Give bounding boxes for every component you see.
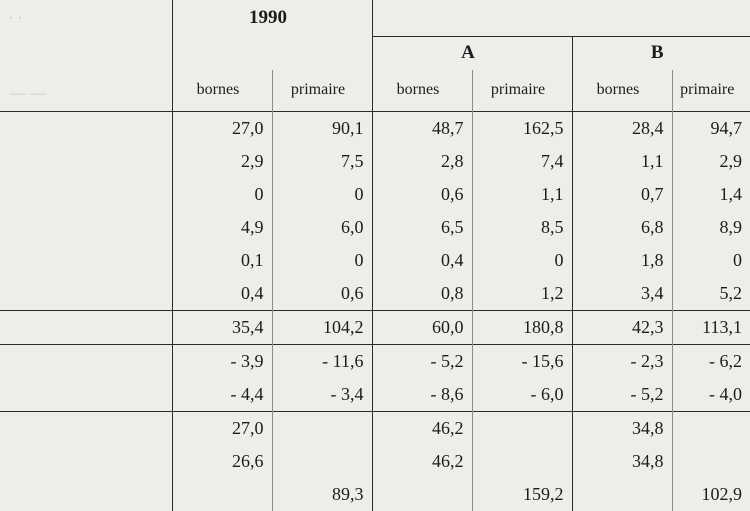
cell: 0 [172, 178, 272, 211]
cell: 2,8 [372, 145, 472, 178]
cell: - 2,3 [572, 345, 672, 379]
bleed-text: — — [10, 85, 46, 102]
cell: - 4,0 [672, 378, 750, 412]
subheader-bornes: bornes [372, 70, 472, 112]
table-row [0, 211, 750, 244]
cell: 34,8 [572, 445, 672, 478]
cell: 1,4 [672, 178, 750, 211]
table-row [0, 178, 750, 211]
cell: 0,4 [172, 277, 272, 311]
cell: 0 [272, 178, 372, 211]
cell: 46,2 [372, 445, 472, 478]
subheader-primaire: primaire [272, 70, 372, 112]
cell: 0,6 [372, 178, 472, 211]
cell: 0 [472, 244, 572, 277]
cell: 104,2 [272, 311, 372, 345]
scenario-b-header: B [572, 36, 750, 70]
year-header: 1990 [172, 0, 372, 36]
cell: 2,9 [672, 145, 750, 178]
cell: 90,1 [272, 112, 372, 146]
header-row-2 [0, 36, 750, 70]
cell: 1,8 [572, 244, 672, 277]
cell: 7,5 [272, 145, 372, 178]
cell: 8,5 [472, 211, 572, 244]
cell: 180,8 [472, 311, 572, 345]
cell: 1,1 [572, 145, 672, 178]
cell: 2,9 [172, 145, 272, 178]
table-row [0, 112, 750, 146]
cell: 34,8 [572, 412, 672, 446]
table-row [0, 412, 750, 446]
cell: - 5,2 [572, 378, 672, 412]
cell: 6,5 [372, 211, 472, 244]
cell [372, 478, 472, 511]
table-row [0, 244, 750, 277]
cell: - 6,2 [672, 345, 750, 379]
cell [272, 412, 372, 446]
cell [172, 478, 272, 511]
cell: 8,9 [672, 211, 750, 244]
cell: - 5,2 [372, 345, 472, 379]
cell: - 3,9 [172, 345, 272, 379]
cell: - 11,6 [272, 345, 372, 379]
table-row [0, 345, 750, 379]
cell: 3,4 [572, 277, 672, 311]
cell: 5,2 [672, 277, 750, 311]
cell: 6,0 [272, 211, 372, 244]
cell: 94,7 [672, 112, 750, 146]
cell: 27,0 [172, 112, 272, 146]
cell: 60,0 [372, 311, 472, 345]
cell: 0,1 [172, 244, 272, 277]
subheader-bornes: bornes [172, 70, 272, 112]
cell: 159,2 [472, 478, 572, 511]
cell: 35,4 [172, 311, 272, 345]
cell: - 15,6 [472, 345, 572, 379]
cell: 0,4 [372, 244, 472, 277]
cell: 46,2 [372, 412, 472, 446]
header-row-3 [0, 70, 750, 112]
cell: 102,9 [672, 478, 750, 511]
cell: 1,1 [472, 178, 572, 211]
cell: 4,9 [172, 211, 272, 244]
cell [672, 412, 750, 446]
cell: 6,8 [572, 211, 672, 244]
cell: - 6,0 [472, 378, 572, 412]
cell: 28,4 [572, 112, 672, 146]
cell: - 8,6 [372, 378, 472, 412]
cell: 89,3 [272, 478, 372, 511]
cell: 42,3 [572, 311, 672, 345]
cell: - 3,4 [272, 378, 372, 412]
cell: 162,5 [472, 112, 572, 146]
cell [472, 412, 572, 446]
cell: 0,6 [272, 277, 372, 311]
cell: 48,7 [372, 112, 472, 146]
table-row [0, 445, 750, 478]
table-row [0, 145, 750, 178]
cell [272, 445, 372, 478]
total-row [0, 311, 750, 345]
cell: 7,4 [472, 145, 572, 178]
cell: 1,2 [472, 277, 572, 311]
subheader-bornes: bornes [572, 70, 672, 112]
cell [472, 445, 572, 478]
table-row [0, 277, 750, 311]
cell: 27,0 [172, 412, 272, 446]
cell: 113,1 [672, 311, 750, 345]
cell [672, 445, 750, 478]
cell: 0 [672, 244, 750, 277]
cell: 0,7 [572, 178, 672, 211]
cell [572, 478, 672, 511]
subheader-primaire: primaire [672, 70, 750, 112]
header-row-1 [0, 0, 750, 36]
bleed-text: · · [8, 10, 23, 27]
scenario-a-header: A [372, 36, 572, 70]
cell: 0,8 [372, 277, 472, 311]
table-row [0, 478, 750, 511]
table-row [0, 378, 750, 412]
subheader-primaire: primaire [472, 70, 572, 112]
cell: - 4,4 [172, 378, 272, 412]
cell: 0 [272, 244, 372, 277]
cell: 26,6 [172, 445, 272, 478]
